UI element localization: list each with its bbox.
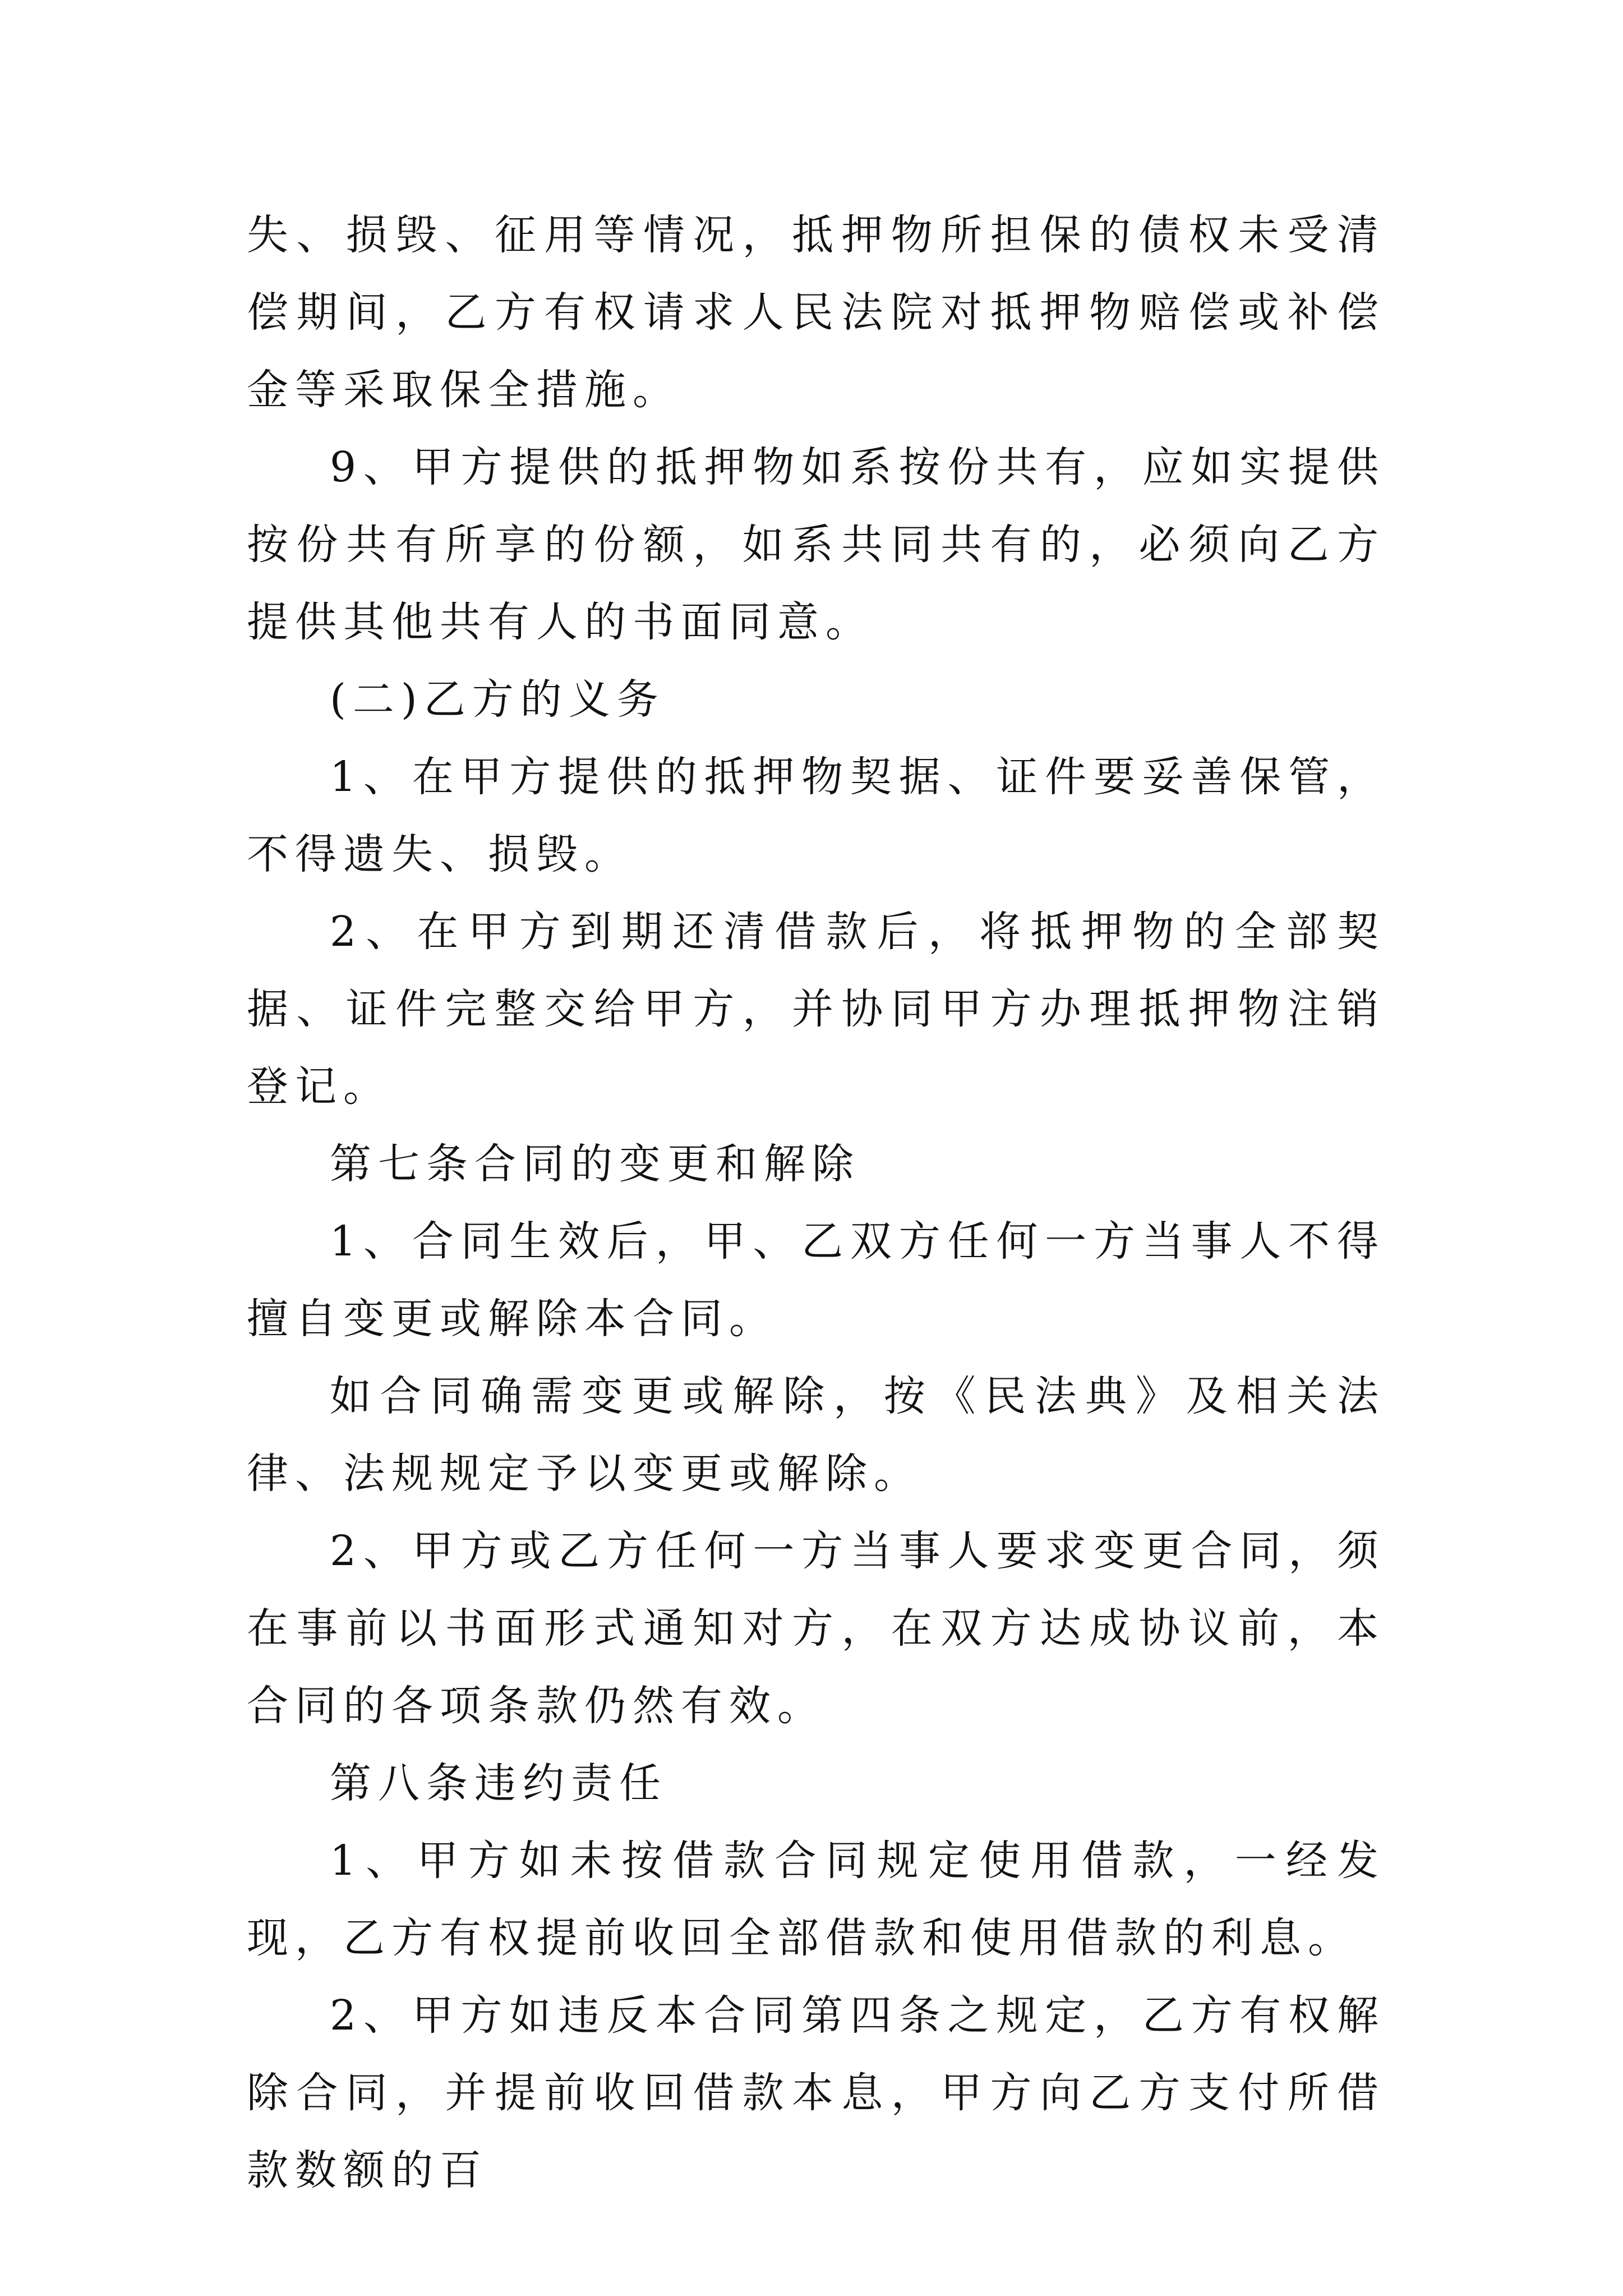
paragraph-9: 2、甲方如违反本合同第四条之规定，乙方有权解除合同，并提前收回借款本息，甲方向乙方支付所借款数额的百 [247,1991,1385,2194]
paragraph-1: 失、损毁、征用等情况，抵押物所担保的债权未受清偿期间，乙方有权请求人民法院对抵押物赔偿或补偿金等采取保全措施。 [247,211,1385,414]
paragraph-7: 2、甲方或乙方任何一方当事人要求变更合同，须在事前以书面形式通知对方，在双方达成协议前，本合同的各项条款仍然有效。 [247,1527,1385,1730]
paragraph-5: 1、合同生效后，甲、乙双方任何一方当事人不得擅自变更或解除本合同。 [247,1217,1385,1343]
paragraph-4: 2、在甲方到期还清借款后，将抵押物的全部契据、证件完整交给甲方，并协同甲方办理抵押物注销登记。 [247,908,1385,1111]
document-body [247,196,1385,2209]
article-heading-8: 第八条违约责任 [330,1759,667,1807]
paragraph-3: 1、在甲方提供的抵押物契据、证件要妥善保管，不得遗失、损毁。 [247,753,1385,878]
paragraph-6: 如合同确需变更或解除，按《民法典》及相关法律、法规规定予以变更或解除。 [247,1372,1385,1498]
paragraph-8: 1、甲方如未按借款合同规定使用借款，一经发现，乙方有权提前收回全部借款和使用借款的利息。 [247,1837,1385,1962]
section-heading-party-b-obligations: (二)乙方的义务 [330,675,665,724]
article-heading-7: 第七条合同的变更和解除 [330,1140,860,1188]
paragraph-2: 9、甲方提供的抵押物如系按份共有，应如实提供按份共有所享的份额，如系共同共有的，必须向乙方提供其他共有人的书面同意。 [247,443,1385,646]
